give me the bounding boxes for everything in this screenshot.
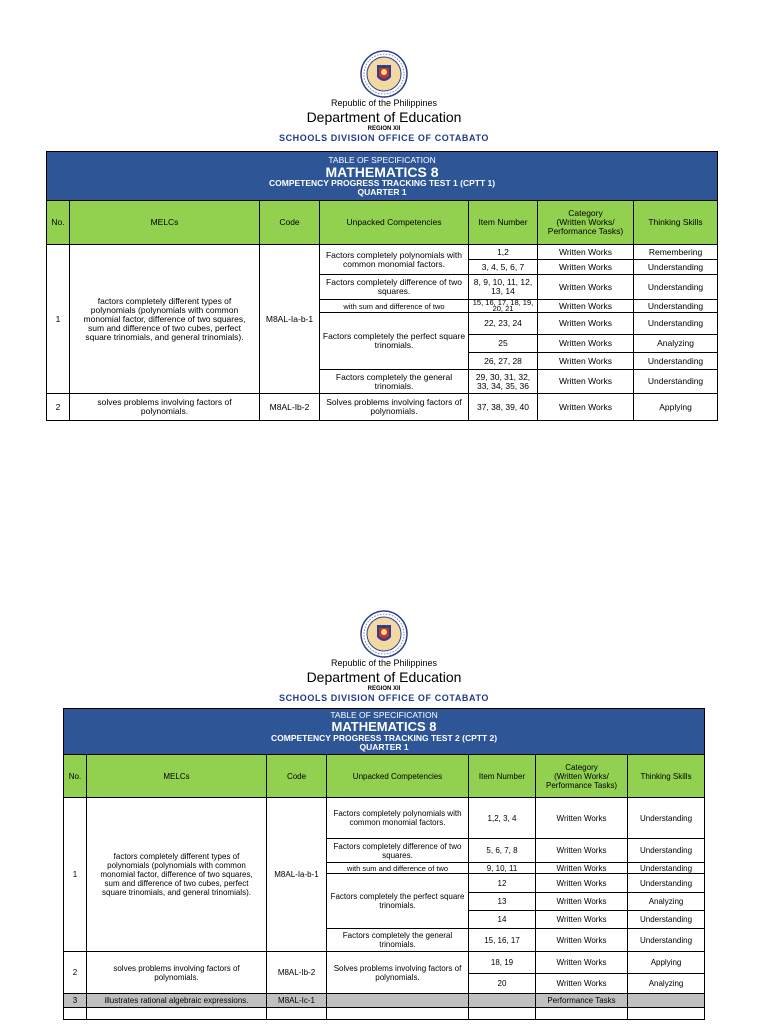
thinking-skill-cell: Understanding (634, 353, 718, 370)
row-number: 1 (64, 798, 87, 952)
banner-subject: MATHEMATICS 8 (325, 163, 439, 180)
category-cell: Written Works (538, 275, 634, 300)
melc-cell: illustrates rational algebraic expressions. (87, 994, 267, 1008)
item-number-cell: 8, 9, 10, 11, 12, 13, 14 (469, 275, 538, 300)
thinking-skill-cell: Understanding (628, 929, 705, 952)
department-title: Department of Education (306, 669, 462, 685)
category-cell: Written Works (536, 952, 628, 974)
code-cell: M8AL-Ib-2 (260, 394, 320, 421)
thinking-skill-cell: Understanding (634, 370, 718, 394)
category-cell: Written Works (536, 874, 628, 893)
banner-test: COMPETENCY PROGRESS TRACKING TEST 1 (CPTT 1) (269, 177, 496, 188)
item-number-cell (469, 1008, 536, 1020)
thinking-skill-cell: Remembering (634, 245, 718, 260)
thinking-skill-cell (628, 994, 705, 1008)
thinking-skill-cell: Understanding (628, 874, 705, 893)
unpacked-cell: Factors completely the perfect square trinomials. (320, 313, 469, 370)
division-text: SCHOOLS DIVISION OFFICE OF COTABATO (278, 693, 489, 703)
col-item-number: Item Number (469, 755, 536, 798)
division-text: SCHOOLS DIVISION OFFICE OF COTABATO (278, 133, 489, 143)
region-text: REGION XII (367, 686, 401, 692)
thinking-skill-cell: Applying (628, 952, 705, 974)
thinking-skill-cell: Understanding (634, 300, 718, 313)
col-category: Category (Written Works/ Performance Tasks) (536, 755, 628, 798)
melc-cell: factors completely different types of polynomials (polynomials with common monomial factor, difference of two squares, sum and difference of two cubes, perfect square trinomials, and general trinomials). (87, 798, 267, 952)
thinking-skill-cell: Analyzing (628, 974, 705, 994)
category-cell: Written Works (538, 245, 634, 260)
banner-quarter: QUARTER 1 (359, 742, 409, 752)
row-number: 1 (47, 245, 70, 394)
item-number-cell: 29, 30, 31, 32, 33, 34, 35, 36 (469, 370, 538, 394)
row-number (64, 1008, 87, 1020)
category-cell: Written Works (538, 353, 634, 370)
department-title: Department of Education (306, 109, 462, 125)
category-cell: Written Works (536, 839, 628, 863)
category-cell: Written Works (536, 863, 628, 874)
unpacked-cell: Factors completely difference of two squares. (320, 275, 469, 300)
item-number-cell: 14 (469, 911, 536, 929)
category-cell (536, 1008, 628, 1020)
col-melcs: MELCs (87, 755, 267, 798)
unpacked-cell: Factors completely the general trinomials. (327, 929, 469, 952)
unpacked-cell: Factors completely polynomials with common monomial factors. (327, 798, 469, 839)
col-melcs: MELCs (70, 201, 260, 245)
banner-subject: MATHEMATICS 8 (331, 719, 437, 734)
col-no: No. (47, 201, 70, 245)
row-number: 2 (47, 394, 70, 421)
banner-line-1: TABLE OF SPECIFICATION (330, 710, 438, 720)
category-cell: Written Works (538, 335, 634, 353)
deped-seal-icon (360, 610, 408, 658)
category-cell: Written Works (536, 798, 628, 839)
col-thinking-skills: Thinking Skills (634, 201, 718, 245)
thinking-skill-cell: Understanding (628, 839, 705, 863)
category-cell: Written Works (536, 893, 628, 911)
republic-text: Republic of the Philippines (330, 98, 438, 108)
category-cell: Written Works (538, 260, 634, 275)
thinking-skill-cell: Understanding (628, 863, 705, 874)
thinking-skill-cell: Analyzing (628, 893, 705, 911)
region-text: REGION XII (367, 126, 401, 132)
unpacked-cell (327, 994, 469, 1008)
item-number-cell: 37, 38, 39, 40 (469, 394, 538, 421)
category-cell: Written Works (538, 300, 634, 313)
item-number-cell (469, 994, 536, 1008)
table-row (64, 952, 705, 974)
melc-cell (87, 1008, 267, 1020)
item-number-cell: 5, 6, 7, 8 (469, 839, 536, 863)
col-category: Category (Written Works/ Performance Tasks) (538, 201, 634, 245)
thinking-skill-cell: Understanding (634, 260, 718, 275)
banner-line-1: TABLE OF SPECIFICATION (328, 154, 436, 165)
item-number-cell: 9, 10, 11 (469, 863, 536, 874)
code-cell: M8AL-Ib-2 (267, 952, 327, 994)
unpacked-cell: Factors completely the perfect square trinomials. (327, 874, 469, 929)
col-code: Code (260, 201, 320, 245)
document-header (0, 610, 768, 704)
melc-cell: factors completely different types of polynomials (polynomials with common monomial factor, difference of two squares, sum and difference of two cubes, perfect square trinomials, and general trinomials). (70, 245, 260, 394)
thinking-skill-cell: Understanding (628, 911, 705, 929)
banner-test: COMPETENCY PROGRESS TRACKING TEST 2 (CPTT 2) (271, 733, 498, 743)
specification-table (63, 708, 705, 1020)
category-cell: Written Works (538, 394, 634, 421)
code-cell: M8AL-Ia-b-1 (260, 245, 320, 394)
item-number-cell: 22, 23, 24 (469, 313, 538, 335)
banner-quarter: QUARTER 1 (357, 186, 407, 197)
col-item-number: Item Number (469, 201, 538, 245)
item-number-cell: 25 (469, 335, 538, 353)
category-cell: Written Works (536, 974, 628, 994)
category-cell: Written Works (538, 313, 634, 335)
category-cell: Written Works (536, 929, 628, 952)
item-number-cell: 1,2 (469, 245, 538, 260)
code-cell: M8AL-Ia-b-1 (267, 798, 327, 952)
melc-cell: solves problems involving factors of polynomials. (87, 952, 267, 994)
table-row (64, 994, 705, 1008)
item-number-cell: 12 (469, 874, 536, 893)
code-cell: M8AL-Ic-1 (267, 994, 327, 1008)
unpacked-cell: with sum and difference of two (327, 863, 469, 874)
row-number: 3 (64, 994, 87, 1008)
category-cell: Written Works (536, 911, 628, 929)
col-unpacked: Unpacked Competencies (327, 755, 469, 798)
unpacked-cell: Factors completely the general trinomials. (320, 370, 469, 394)
table-row (64, 798, 705, 839)
republic-text: Republic of the Philippines (330, 658, 438, 668)
item-number-cell: 15, 16, 17, 18, 19, 20, 21 (469, 300, 538, 313)
thinking-skill-cell: Understanding (628, 798, 705, 839)
category-cell: Written Works (538, 370, 634, 394)
item-number-cell: 26, 27, 28 (469, 353, 538, 370)
item-number-cell: 20 (469, 974, 536, 994)
category-cell: Performance Tasks (536, 994, 628, 1008)
item-number-cell: 13 (469, 893, 536, 911)
col-no: No. (64, 755, 87, 798)
code-cell (267, 1008, 327, 1020)
thinking-skill-cell: Understanding (634, 313, 718, 335)
thinking-skill-cell: Applying (634, 394, 718, 421)
thinking-skill-cell (628, 1008, 705, 1020)
item-number-cell: 18, 19 (469, 952, 536, 974)
unpacked-cell: Factors completely difference of two squares. (327, 839, 469, 863)
melc-cell: solves problems involving factors of polynomials. (70, 394, 260, 421)
col-code: Code (267, 755, 327, 798)
col-thinking-skills: Thinking Skills (628, 755, 705, 798)
item-number-cell: 15, 16, 17 (469, 929, 536, 952)
thinking-skill-cell: Understanding (634, 275, 718, 300)
unpacked-cell: Solves problems involving factors of polynomials. (320, 394, 469, 421)
unpacked-cell: Factors completely polynomials with common monomial factors. (320, 245, 469, 275)
table-banner (64, 709, 705, 755)
item-number-cell: 1,2, 3, 4 (469, 798, 536, 839)
item-number-cell: 3, 4, 5, 6, 7 (469, 260, 538, 275)
table-row (64, 1008, 705, 1020)
column-header-row (64, 755, 705, 798)
unpacked-cell: with sum and difference of two (320, 300, 469, 313)
col-unpacked: Unpacked Competencies (320, 201, 469, 245)
thinking-skill-cell: Analyzing (634, 335, 718, 353)
row-number: 2 (64, 952, 87, 994)
unpacked-cell: Solves problems involving factors of polynomials. (327, 952, 469, 994)
unpacked-cell (327, 1008, 469, 1020)
